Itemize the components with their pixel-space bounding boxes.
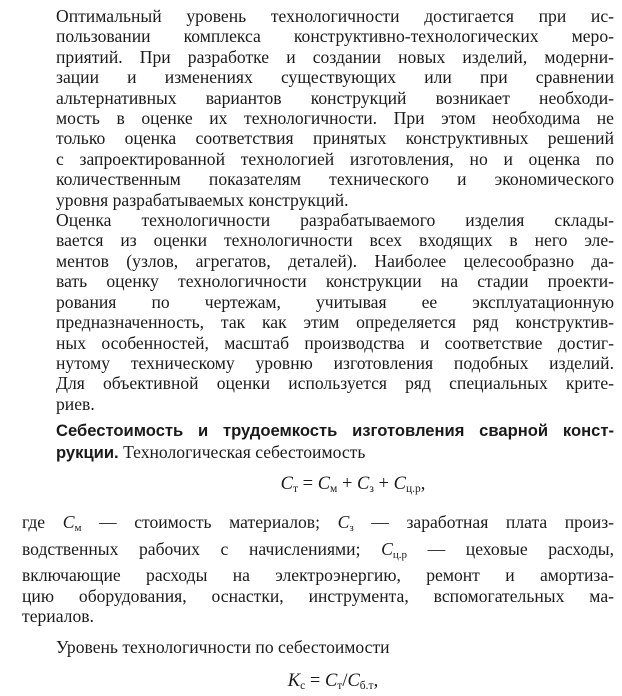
symbol: C (62, 512, 75, 533)
text-line: Оценка технологичности разрабатываемого изделия склады- (56, 210, 614, 231)
formula-symbol: C (393, 473, 406, 494)
text-line: Уровень технологичности по себестоимости (56, 637, 390, 658)
text-line: ных особенностей, масштаб производства и соответствие достиг- (56, 332, 614, 353)
text-line (22, 512, 614, 538)
text-fragment: где (22, 512, 63, 533)
text-line (22, 539, 614, 565)
symbol: C (337, 512, 350, 533)
text-line: териалов. (22, 605, 94, 626)
text-line: альтернативных вариантов конструкций возникает необходи- (56, 87, 614, 108)
text-line: предназначенность, так как этим определяется ряд конструктив- (56, 312, 614, 333)
text-line: ментов (узлов, агрегатов, деталей). Наиболее целесообразно да- (56, 250, 614, 271)
text-line: зации и изменениях существующих или при сравнении (56, 67, 614, 88)
formula-punctuation: , (420, 473, 426, 494)
text-line: уровня разрабатываемых конструкций. (56, 189, 349, 210)
text-line: Оптимальный уровень технологичности достигается при ис- (56, 6, 614, 26)
page (22, 6, 614, 696)
text-line: вать оценку технологичности конструкции на стадии проекти- (56, 271, 614, 292)
text-fragment: — стоимость материалов; (81, 512, 338, 533)
section-paragraph (22, 420, 614, 463)
text-line: пользовании комплекса конструктивно-технологических меро- (56, 26, 614, 47)
formula-subscript: т (292, 482, 299, 495)
formula-subscript: c (300, 679, 306, 692)
subscript: м (74, 522, 82, 535)
formula-cost (22, 474, 614, 499)
formula-operator: + (337, 473, 358, 494)
text-line: включающие расходы на электроэнергию, ремонт и амортиза- (22, 565, 614, 586)
subscript: ц.р (392, 548, 407, 561)
section-heading: Себестоимость и трудоемкость изготовления сварной конст- (56, 421, 614, 441)
text-line: Для объективной оценки используется ряд специальных крите- (56, 373, 614, 394)
formula-operator: = (298, 473, 318, 494)
formula-operator: + (373, 473, 394, 494)
formula-subscript: б.т (359, 679, 374, 692)
inline-symbol (381, 539, 407, 559)
formula-subscript: м (330, 482, 338, 495)
subscript: з (349, 522, 354, 535)
inline-symbol (337, 512, 354, 535)
formula-symbol: C (324, 670, 338, 691)
formula-operator: / (342, 670, 348, 691)
formula-symbol: C (347, 670, 360, 691)
section-heading-continued: рукции. (56, 442, 119, 462)
text-line: риев. (56, 393, 95, 414)
text-line: нутому техническому уровню изготовления подобных изделий. (56, 352, 614, 373)
formula-subscript: ц.р (405, 482, 421, 495)
paragraph-3 (22, 512, 614, 626)
text-fragment: — заработная плата произ- (353, 512, 615, 533)
paragraph-1 (22, 6, 614, 210)
text-fragment: — цеховые расходы, (406, 538, 614, 559)
formula-punctuation: , (373, 670, 379, 691)
formula-symbol: C (357, 473, 370, 494)
formula-symbol: K (287, 670, 301, 691)
formula-subscript: з (369, 482, 374, 495)
formula-subscript: т (337, 679, 343, 692)
text-line (22, 442, 614, 463)
symbol: C (381, 538, 393, 559)
section-intro: Технологическая себестоимость (118, 441, 366, 462)
paragraph-2 (22, 210, 614, 414)
paragraph-4 (22, 637, 614, 657)
text-line: вается из оценки технологичности всех входящих в него эле- (56, 230, 614, 251)
text-line: только оценка соответствия принятых конструктивных решений (56, 128, 614, 149)
text-line: приятий. При разработке и создании новых изделий, модерни- (56, 46, 614, 67)
inline-symbol (62, 512, 82, 535)
text-line: рования по чертежам, учитывая ее эксплуатационную (56, 291, 614, 312)
text-line: количественным показателям технического и экономического (56, 169, 614, 190)
formula-operator: = (305, 670, 325, 691)
text-line: мость в оценке их технологичности. При этом необходима не (56, 108, 614, 129)
text-fragment: водственных рабочих с начислениями; (22, 538, 382, 559)
text-line: с запроектированной технологией изготовления, но и оценка по (56, 148, 614, 169)
text-line: цию оборудования, оснастки, инструмента, вспомогательных ма- (22, 585, 614, 606)
section-heading-line (22, 420, 614, 441)
formula-manufacturability-level (22, 671, 614, 696)
formula-symbol: C (317, 473, 331, 494)
formula-symbol: C (280, 473, 293, 494)
